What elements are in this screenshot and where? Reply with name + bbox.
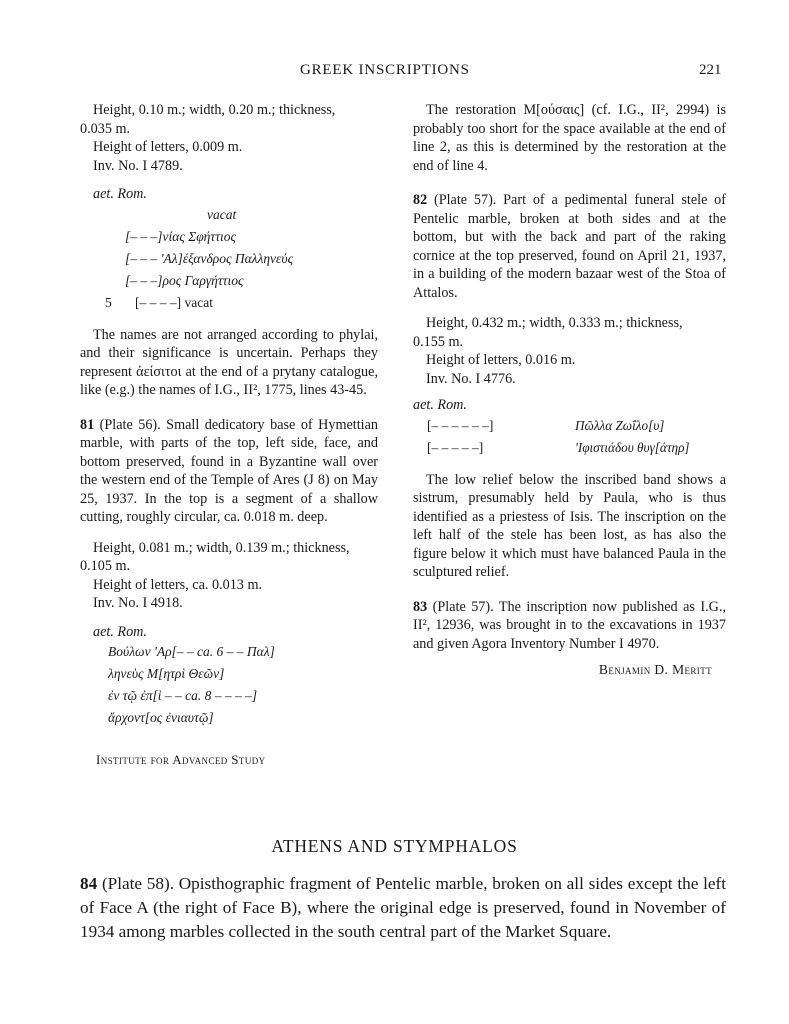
author-signature: Benjamin D. Meritt — [598, 662, 712, 677]
dims-line: Inv. No. I 4789. — [93, 157, 183, 174]
entry-81-description: 81 (Plate 56). Small dedicatory base of Hymettian marble, with parts of the top, left side, face, and bottom preserved, found in a Byzantine wall over the western end of the Temple of Ares (J 8) on May 25, 1937. In the top is a segment of a shallow cutting, roughly circular, ca. 0.018 m. deep. — [80, 416, 378, 525]
page-number: 221 — [699, 62, 722, 78]
dims-line: Height of letters, 0.009 m. — [93, 139, 243, 155]
entry-80-dimensions — [80, 101, 378, 175]
entry-82-date: aet. Rom. — [413, 397, 467, 413]
inscription-line: [– – – – –] 'Ιφιστιάδου θυγ[άτηρ] — [427, 439, 690, 455]
entry-82-description: 82 (Plate 57). Part of a pedimental funeral stele of Pentelic marble, broken at both sides and at the bottom, but with the back and part of the raking cornice at the top preserved, found on April 21, 1937, in a building of the modern bazaar west of the Stoa of Attalos. — [413, 192, 727, 301]
entry-81-inscription — [80, 641, 378, 729]
dims-line: 0.035 m. — [80, 120, 131, 137]
inscription-line: 5 [– – – –] vacat — [125, 292, 378, 314]
entry-81-dimensions — [80, 539, 378, 613]
entry-83-description: 83 (Plate 57). The inscription now published as I.G., II², 12936, was brought in to the excavations in 1937 and given Agora Inventory Number I 4970. — [413, 598, 726, 652]
inscription-line: [– – –]νίας Σφήττιος — [125, 228, 237, 244]
entry-80-date: aet. Rom. — [93, 186, 147, 202]
entry-80-inscription — [80, 204, 378, 314]
entry-80-commentary: The names are not arranged according to phylai, and their significance is uncertain. Perhaps they represent ἀείσιτοι at the end of a prytany catalogue, like (e.g.) the names of I.G., II², 1775, lines 43-45. — [80, 326, 378, 398]
dims-line: 0.155 m. — [413, 333, 464, 350]
inscription-line: ἄρχοντ[ος ἐνιαυτῷ] — [108, 710, 214, 725]
entry-number: 83 — [413, 598, 428, 615]
dims-line: Height of letters, ca. 0.013 m. — [93, 576, 263, 593]
entry-84-description: 84 (Plate 58). Opisthographic fragment of Pentelic marble, broken on all sides except the left of Face A (the right of Face B), where the original edge is preserved, found in November of 1934 among marbles collected in the south central part of the Market Square. — [80, 874, 726, 941]
section-title: ATHENS AND STYMPHALOS — [271, 836, 518, 856]
institution-signoff: Institute for Advanced Study — [96, 752, 266, 767]
inscription-line: [– – –]ρος Γαργήττιος — [125, 272, 244, 288]
dims-line: Height of letters, 0.016 m. — [426, 352, 576, 368]
inscription-line: ληνεὺς Μ[ητρὶ Θεῶν] — [108, 666, 225, 681]
entry-number: 84 — [80, 874, 98, 893]
entry-82-commentary: The low relief below the inscribed band shows a sistrum, presumably held by Paula, who is thus identified as a priestess of Isis. The inscription on the left half of the stele has been lost, as has also the figure below it which must have balanced Paula in the sculptured relief. — [413, 471, 726, 580]
dims-line: 0.105 m. — [80, 558, 131, 574]
inscription-line: vacat — [207, 206, 237, 222]
line-number: 5 — [105, 294, 112, 310]
right-column — [413, 101, 726, 680]
inscription-line: [– – – – – –] Πῶλλα Ζωΐλο[υ] — [427, 417, 665, 433]
inscription-line: [– – – 'Αλ]έξανδρος Παλληνεύς — [125, 250, 294, 266]
inscription-line: ἐν τῷ ἐπ[ὶ – – ca. 8 – – – –] — [108, 688, 258, 703]
entry-82-dimensions — [413, 314, 726, 388]
entry-number: 81 — [80, 416, 95, 433]
left-column — [80, 101, 378, 770]
inscription-line: Βούλων 'Αρ[– – ca. 6 – – Παλ] — [108, 644, 275, 659]
dims-line: Height, 0.432 m.; width, 0.333 m.; thickness, — [426, 315, 683, 331]
dims-line: Inv. No. I 4918. — [93, 595, 183, 611]
dims-line: Height, 0.081 m.; width, 0.139 m.; thickness, — [93, 539, 350, 556]
entry-82-inscription — [413, 415, 726, 459]
entry-number: 82 — [413, 192, 428, 208]
dims-line: Height, 0.10 m.; width, 0.20 m.; thickness, — [93, 102, 336, 118]
dims-line: Inv. No. I 4776. — [426, 370, 516, 387]
running-title: GREEK INSCRIPTIONS — [300, 62, 470, 78]
entry-80-note: The restoration Μ[ούσαις] (cf. I.G., II², 2994) is probably too short for the space available at the end of line 2, as this is determined by the restoration at the end of line 4. — [413, 102, 726, 174]
entry-81-date: aet. Rom. — [93, 623, 147, 640]
